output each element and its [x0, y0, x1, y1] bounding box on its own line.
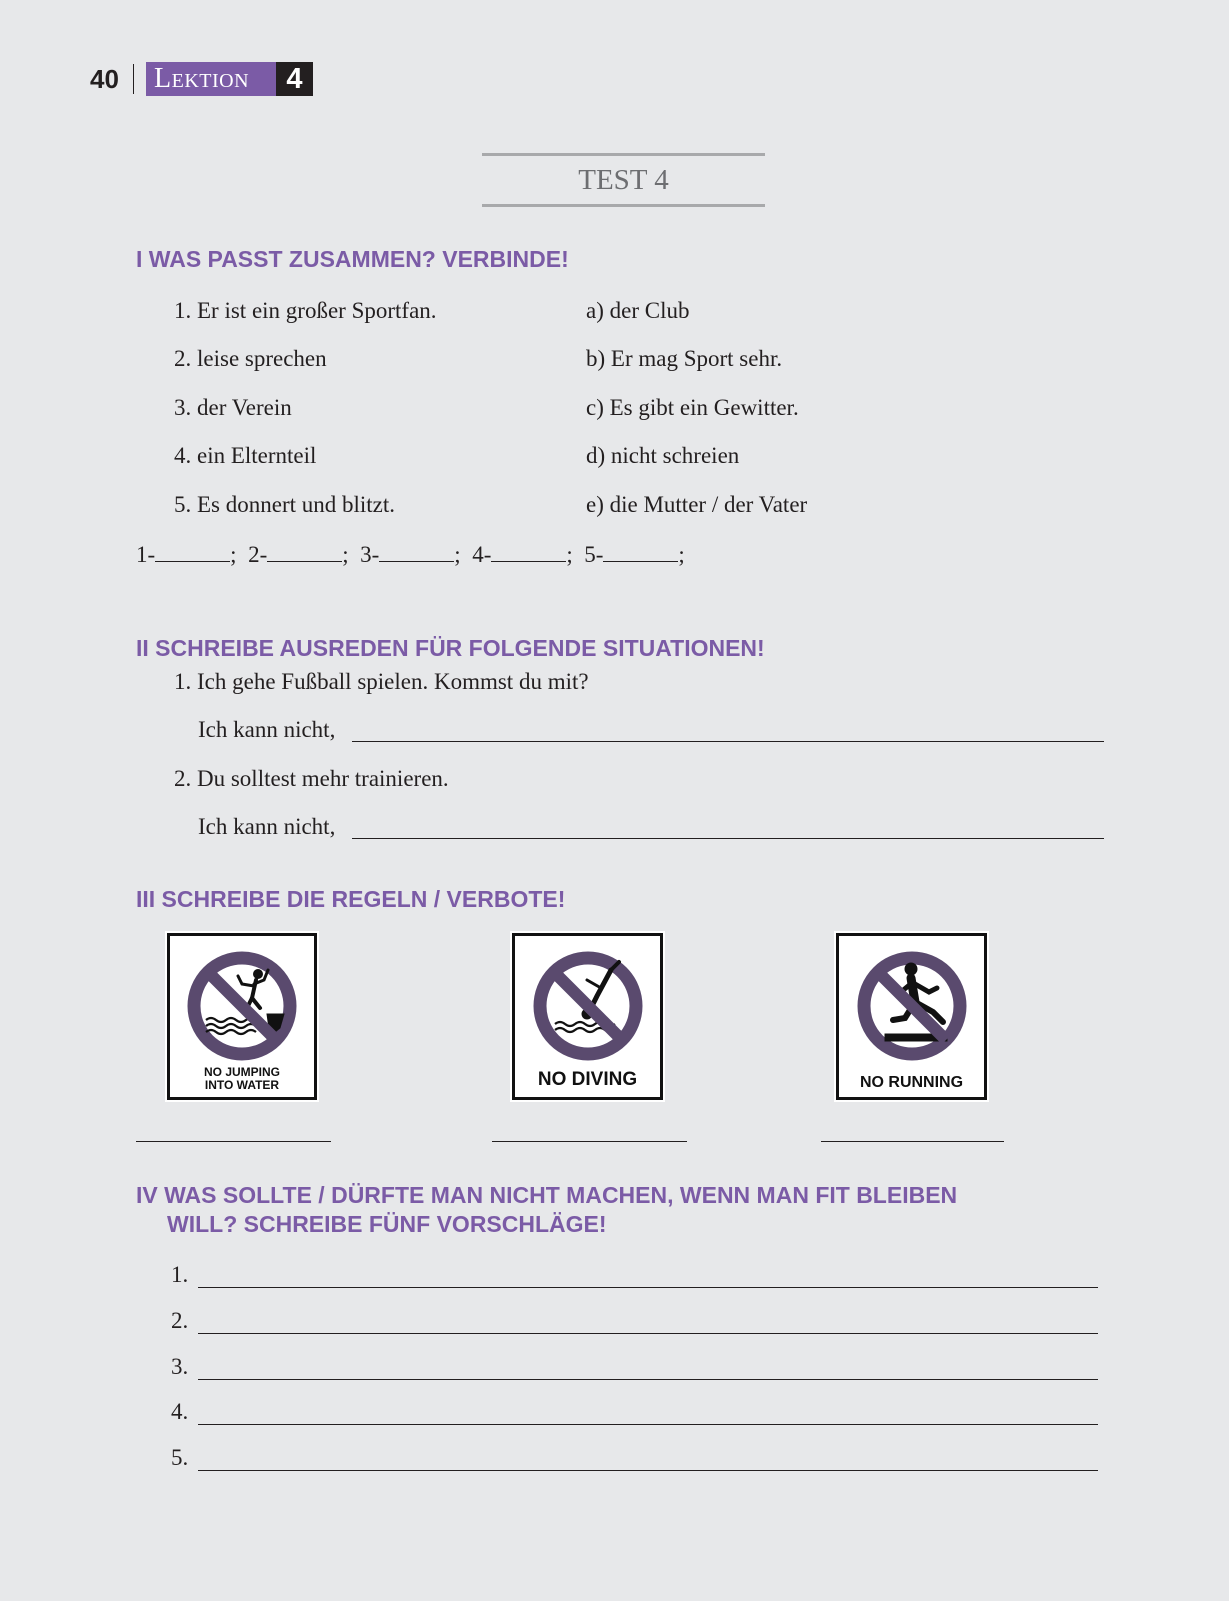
- section1-heading: I WAS PASST ZUSAMMEN? VERBINDE!: [136, 246, 569, 272]
- answer-line[interactable]: [198, 1287, 1098, 1288]
- answer-blank[interactable]: [491, 541, 566, 562]
- match-left-item: 3. der Verein: [174, 395, 292, 420]
- section4-heading: IV WAS SOLLTE / DÜRFTE MAN NICHT MACHEN, WENN MAN FIT BLEIBEN: [136, 1182, 958, 1208]
- section4-heading-continued: WILL? SCHREIBE FÜNF VORSCHLÄGE!: [167, 1211, 607, 1237]
- section2-heading: II SCHREIBE AUSREDEN FÜR FOLGENDE SITUATIONEN!: [136, 635, 765, 661]
- sign-label: NO RUNNING: [859, 1074, 964, 1091]
- sign-label: NO DIVING: [537, 1069, 638, 1090]
- match-right-item: b) Er mag Sport sehr.: [586, 346, 783, 371]
- header-separator: [133, 64, 134, 94]
- suggestion-number: 2.: [171, 1308, 189, 1333]
- match-left-item: 5. Es donnert und blitzt.: [174, 492, 396, 517]
- answer-blank[interactable]: [603, 541, 678, 562]
- match-left-item: 4. ein Elternteil: [174, 443, 317, 468]
- sign-label-line: NO JUMPING: [203, 1065, 280, 1079]
- situation-prompt: 1. Ich gehe Fußball spielen. Kommst du mit?: [174, 669, 589, 694]
- answer-line[interactable]: [198, 1333, 1098, 1334]
- no-jumping-into-water-sign: [167, 933, 317, 1100]
- answer-label: 2-: [248, 542, 268, 567]
- match-right-item: e) die Mutter / der Vater: [586, 492, 808, 517]
- suggestion-number: 4.: [171, 1399, 189, 1424]
- title-rule-top: [482, 153, 765, 156]
- answer-line[interactable]: [198, 1470, 1098, 1471]
- answer-start: Ich kann nicht,: [198, 717, 336, 742]
- answer-line[interactable]: [352, 838, 1104, 839]
- match-right-item: a) der Club: [586, 298, 690, 323]
- title-rule-bottom: [482, 204, 765, 207]
- situation-prompt: 2. Du solltest mehr trainieren.: [174, 766, 449, 791]
- answer-line[interactable]: [352, 741, 1104, 742]
- no-running-sign: [836, 933, 987, 1100]
- sign-label: [170, 1066, 314, 1092]
- answer-line[interactable]: [821, 1141, 1004, 1142]
- suggestion-number: 1.: [171, 1262, 189, 1287]
- answer-blank[interactable]: [155, 541, 230, 562]
- answer-row: 1- ; 2- ; 3- ; 4- ; 5- ;: [136, 542, 685, 567]
- no-diving-sign: [512, 933, 663, 1100]
- answer-line[interactable]: [198, 1424, 1098, 1425]
- match-right-item: d) nicht schreien: [586, 443, 740, 468]
- lesson-number: 4: [286, 63, 303, 95]
- match-left-item: 2. leise sprechen: [174, 346, 327, 371]
- answer-blank[interactable]: [379, 541, 454, 562]
- page-number: 40: [90, 64, 119, 94]
- page-title: TEST 4: [578, 164, 669, 196]
- answer-line[interactable]: [198, 1379, 1098, 1380]
- answer-label: 4-: [472, 542, 492, 567]
- match-left-item: 1. Er ist ein großer Sportfan.: [174, 298, 437, 323]
- answer-label: 5-: [584, 542, 604, 567]
- answer-label: 3-: [360, 542, 380, 567]
- section3-heading: III SCHREIBE DIE REGELN / VERBOTE!: [136, 886, 566, 912]
- answer-line[interactable]: [136, 1141, 331, 1142]
- answer-label: 1-: [136, 542, 156, 567]
- lesson-label: Lektion: [154, 63, 250, 94]
- no-running-icon: [839, 936, 984, 1097]
- sign-label-line: INTO WATER: [204, 1078, 280, 1092]
- answer-start: Ich kann nicht,: [198, 814, 336, 839]
- suggestion-number: 3.: [171, 1354, 189, 1379]
- answer-line[interactable]: [492, 1141, 687, 1142]
- match-right-item: c) Es gibt ein Gewitter.: [586, 395, 799, 420]
- suggestion-number: 5.: [171, 1445, 189, 1470]
- answer-blank[interactable]: [267, 541, 342, 562]
